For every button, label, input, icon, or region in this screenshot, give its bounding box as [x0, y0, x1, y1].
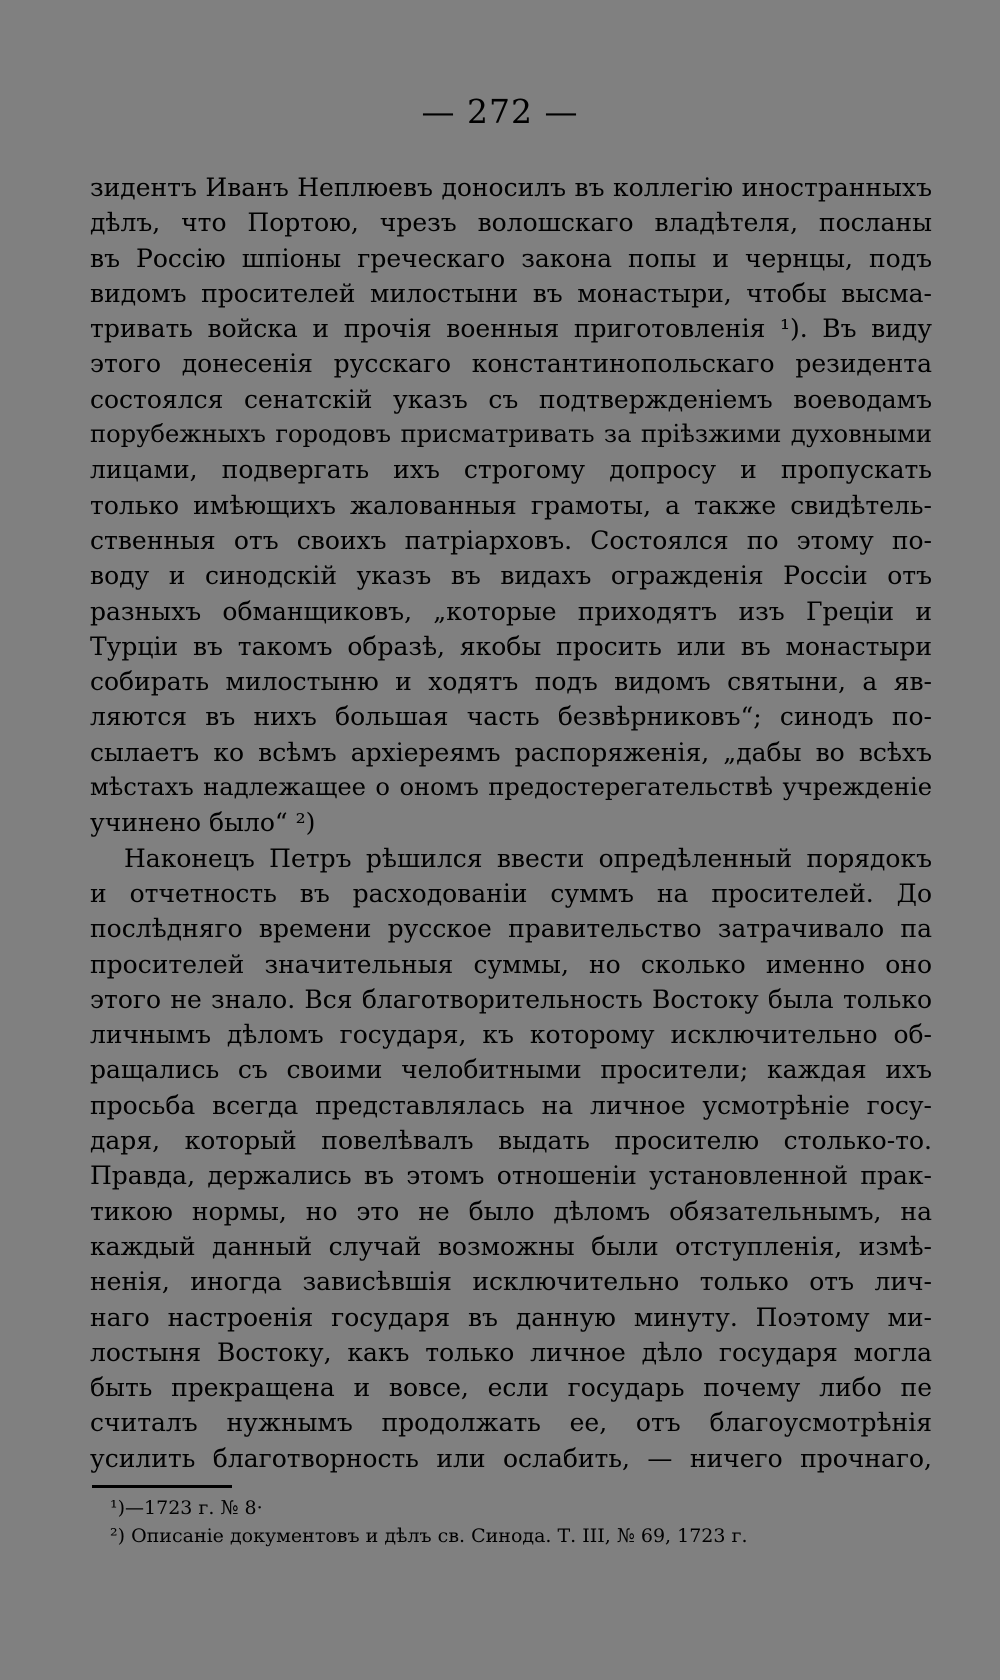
text-line: воду и синодскій указъ въ видахъ огражденія Россіи отъ	[90, 561, 932, 591]
text-line: ненія, иногда зависѣвшія исключительно только отъ лич-	[90, 1267, 932, 1297]
body-text	[90, 170, 932, 1476]
text-line: Правда, держались въ этомъ отношеніи установленной прак-	[90, 1161, 932, 1191]
footnote-divider	[92, 1485, 232, 1488]
text-line: наго настроенія государя въ данную минуту. Поэтому ми-	[90, 1302, 932, 1332]
text-line: и отчетность въ расходованіи суммъ на просителей. До	[90, 878, 932, 908]
text-line: порубежныхъ городовъ присматривать за пріѣзжими духовными	[90, 420, 932, 449]
text-line: Турціи въ такомъ образѣ, якобы просить или въ монастыри	[90, 631, 932, 661]
text-line: состоялся сенатскій указъ съ подтвержденіемъ воеводамъ	[90, 384, 932, 414]
text-line: усилить благотворность или ослабить, — ничего прочнаго,	[90, 1443, 932, 1473]
footnotes	[110, 1494, 940, 1550]
text-line: зидентъ Иванъ Неплюевъ доносилъ въ коллегію иностранныхъ	[90, 173, 932, 202]
text-line: личнымъ дѣломъ государя, къ которому исключительно об-	[90, 1020, 932, 1050]
paragraph-start-line: Наконецъ Петръ рѣшился ввести опредѣленный порядокъ	[124, 843, 932, 873]
text-line: считалъ нужнымъ продолжать ее, отъ благоусмотрѣнія	[90, 1408, 932, 1438]
text-line: ственныя отъ своихъ патріарховъ. Состоялся по этому по-	[90, 525, 932, 555]
text-line: этого не знало. Вся благотворительность Востоку была только	[90, 984, 932, 1014]
text-line: каждый данный случай возможны были отступленія, измѣ-	[90, 1231, 932, 1261]
text-line: тикою нормы, но это не было дѣломъ обязательнымъ, на	[90, 1196, 932, 1226]
text-line: видомъ просителей милостыни въ монастыри, чтобы высма-	[90, 278, 932, 308]
text-line: этого донесенія русскаго константинопольскаго резидента	[90, 349, 932, 379]
footnote-1: ¹)—1723 г. № 8·	[110, 1497, 263, 1519]
text-line: ляются въ нихъ большая часть безвѣрниковъ“; синодъ по-	[90, 702, 932, 732]
text-line: собирать милостыню и ходятъ подъ видомъ святыни, а яв-	[90, 667, 932, 697]
text-line: лицами, подвергать ихъ строгому допросу и пропускать	[90, 455, 932, 485]
text-line: быть прекращена и вовсе, если государь почему либо пе	[90, 1373, 932, 1403]
text-line: даря, который повелѣвалъ выдать просителю столько-то.	[90, 1126, 932, 1156]
page-number: — 272 —	[421, 92, 579, 131]
text-line: учинено было“ ²)	[90, 808, 316, 838]
text-line: просителей значительныя суммы, но сколько именно оно	[90, 949, 932, 979]
text-line: мѣстахъ надлежащее о ономъ предостерегательствѣ учрежденіе	[90, 773, 932, 802]
text-line: дѣлъ, что Портою, чрезъ волошскаго владѣтеля, посланы	[90, 208, 932, 238]
text-line: послѣдняго времени русское правительство затрачивало па	[90, 914, 932, 944]
text-line: въ Россію шпіоны греческаго закона попы и чернцы, подъ	[90, 243, 932, 273]
text-line: разныхъ обманщиковъ, „которые приходятъ изъ Греціи и	[90, 596, 932, 626]
footnote-2: ²) Описаніе документовъ и дѣлъ св. Синода. Т. III, № 69, 1723 г.	[110, 1525, 748, 1547]
text-line: просьба всегда представлялась на личное усмотрѣніе госу-	[90, 1090, 932, 1120]
text-line: сылаетъ ко всѣмъ архіереямъ распоряженія, „дабы во всѣхъ	[90, 737, 932, 767]
text-line: лостыня Востоку, какъ только личное дѣло государя могла	[90, 1337, 932, 1367]
text-line: тривать войска и прочія военныя приготовленія ¹). Въ виду	[90, 314, 932, 344]
text-line: ращались съ своими челобитными просители; каждая ихъ	[90, 1055, 932, 1085]
text-line: только имѣющихъ жалованныя грамоты, а также свидѣтель-	[90, 490, 932, 520]
